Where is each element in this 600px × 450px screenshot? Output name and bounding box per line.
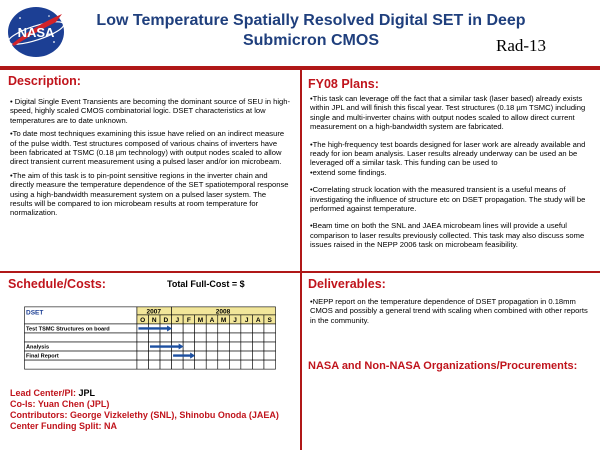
gantt-month-label: J (175, 316, 180, 324)
gantt-grid-cell (137, 342, 149, 351)
gantt-label-cell (25, 333, 137, 342)
gantt-month-label: M (197, 316, 204, 324)
gantt-svg (24, 304, 276, 372)
gantt-grid-cell (195, 342, 207, 351)
gantt-grid-cell (206, 351, 218, 360)
gantt-grid-cell (148, 360, 160, 369)
gantt-grid-cell (252, 333, 264, 342)
gantt-grid-cell (252, 360, 264, 369)
plans-paragraph: •The high-frequency test boards designed for laser work are already available and ready for ion beam analysis. Laser results already underway can be used an be leveraged off a similar task. This funding can be used to (310, 139, 586, 168)
plans-body (310, 94, 594, 254)
gantt-grid-cell (172, 333, 184, 342)
gantt-grid-cell (264, 342, 276, 351)
gantt-grid-cell (241, 351, 253, 360)
plans-paragraph: •extend some findings. (310, 167, 387, 177)
gantt-grid-cell (206, 333, 218, 342)
gantt-task-label: Test TSMC Structures on board (26, 326, 110, 333)
description-paragraph: •The aim of this task is to pin-point sensitive regions in the inverter chain and directly measure the temperature dependence of the SET spatiotemporal response using a high-bandwidth measurement system on a pulsed laser system. The results will be compared to ion microbeam results at room temperature for normalization. (10, 170, 289, 218)
schedule-heading: Schedule/Costs: (8, 277, 106, 291)
description-paragraph: •To date most techniques examining this issue have relied on an indirect measure of the pulse width. Test structures composed of various chains of inverters have been fabricated at TSMC (0.18 µm technology) with output nodes scaled to allow direct transient current measurement using a pulsed laser and/or ion microbeam. (10, 129, 285, 167)
gantt-grid-cell (160, 351, 172, 360)
gantt-grid-cell (264, 351, 276, 360)
gantt-grid-cell (183, 324, 195, 333)
gantt-year-label: 2008 (215, 308, 231, 316)
gantt-month-label: S (267, 316, 272, 324)
rad-tag: Rad-13 (496, 36, 547, 55)
plans-paragraph: •This task can leverage off the fact that a similar task (laser based) already exists within JPL and will finish this fiscal year. Test structures (0.18 µm TSMC) including single and multi-inverter chains with output nodes scaled to allow direct current measurement on a high-bandwidth system are fabricated. (310, 94, 586, 132)
gantt-month-label: J (244, 316, 249, 324)
gantt-grid-cell (183, 342, 195, 351)
deliverables-heading: Deliverables: (308, 277, 386, 291)
gantt-grid-cell (264, 360, 276, 369)
gantt-grid-cell (229, 324, 241, 333)
gantt-month-label: A (255, 316, 261, 324)
right-row-divider (302, 271, 600, 273)
lead-center-value: JPL (78, 388, 96, 398)
gantt-grid-cell (148, 351, 160, 360)
gantt-grid-cell (160, 360, 172, 369)
gantt-grid-cell (241, 360, 253, 369)
gantt-month-label: F (186, 316, 191, 324)
gantt-grid-cell (218, 360, 230, 369)
contributors: Contributors: George Vizkelethy (SNL), Shinobu Onoda (JAEA) (10, 410, 279, 420)
nasa-logo (4, 4, 68, 60)
gantt-grid-cell (137, 351, 149, 360)
gantt-grid-cell (218, 351, 230, 360)
gantt-grid-cell (264, 333, 276, 342)
column-divider (300, 70, 302, 450)
gantt-grid-cell (229, 342, 241, 351)
gantt-grid-cell (218, 333, 230, 342)
gantt-grid-cell (137, 360, 149, 369)
gantt-grid-cell (206, 342, 218, 351)
gantt-grid-cell (160, 333, 172, 342)
lead-info (10, 388, 290, 432)
gantt-grid-cell (229, 333, 241, 342)
plans-paragraph: •Beam time on both the SNL and JAEA microbeam lines will provide a useful comparison to laser results previously collected. This task may also discuss some issues raised in the NEPP 2006 task on microbeam feasibility. (310, 221, 585, 250)
plans-heading: FY08 Plans: (308, 77, 379, 91)
nasa-logo-text: NASA (17, 25, 55, 40)
co-investigators: Co-Is: Yuan Chen (JPL) (10, 399, 110, 409)
lead-center-label: Lead Center/PI: (10, 388, 77, 398)
gantt-grid-cell (183, 333, 195, 342)
description-paragraph: • Digital Single Event Transients are becoming the dominant source of SEU in high-speed, highly scaled CMOS combinatorial logic. DSET characteristics at low temperatures are to date unknown. (10, 97, 290, 125)
gantt-grid-cell (195, 351, 207, 360)
gantt-grid-cell (241, 342, 253, 351)
gantt-month-label: M (220, 316, 227, 324)
gantt-grid-cell (206, 360, 218, 369)
gantt-grid-cell (218, 342, 230, 351)
gantt-month-label: N (151, 316, 157, 324)
gantt-grid-cell (252, 342, 264, 351)
gantt-grid-cell (137, 333, 149, 342)
gantt-grid-cell (195, 324, 207, 333)
gantt-grid-cell (229, 351, 241, 360)
gantt-task-label: Final Report (26, 353, 59, 360)
plans-paragraph: •Correlating struck location with the measured transient is a useful means of investigating the influence of structure etc on DSET propagation. The study will be performed against temperature. (310, 185, 586, 214)
gantt-chart (24, 304, 276, 372)
description-heading: Description: (8, 74, 81, 88)
gantt-task-label: Analysis (26, 344, 50, 351)
gantt-month-label: J (233, 316, 237, 324)
funding-split: Center Funding Split: NA (10, 421, 117, 431)
gantt-grid-cell (229, 360, 241, 369)
gantt-task-col-header: DSET (26, 309, 44, 317)
lead-center-line (10, 388, 290, 399)
description-body (10, 97, 290, 222)
gantt-grid-cell (206, 324, 218, 333)
gantt-grid-cell (195, 360, 207, 369)
gantt-month-label: O (140, 316, 146, 324)
gantt-grid-cell (172, 360, 184, 369)
gantt-grid-cell (195, 333, 207, 342)
gantt-grid-cell (172, 324, 184, 333)
gantt-grid-cell (241, 333, 253, 342)
gantt-grid-cell (218, 324, 230, 333)
gantt-grid-cell (148, 333, 160, 342)
page-title: Low Temperature Spatially Resolved Digital SET in Deep Submicron CMOS (96, 12, 526, 49)
gantt-grid-cell (252, 351, 264, 360)
gantt-year-label: 2007 (146, 308, 162, 316)
gantt-grid-cell (252, 324, 264, 333)
gantt-month-label: A (209, 316, 215, 324)
gantt-month-label: D (163, 316, 169, 324)
left-row-divider (0, 271, 300, 273)
gantt-grid-cell (241, 324, 253, 333)
deliverables-body: •NEPP report on the temperature dependence of DSET propagation in 0.18mm CMOS and possibly a general trend with scaling when combined with other reports in the community. (310, 297, 588, 325)
orgs-heading: NASA and Non-NASA Organizations/Procurements: (308, 360, 578, 372)
total-cost: Total Full-Cost = $ (167, 279, 245, 289)
gantt-grid-cell (264, 324, 276, 333)
gantt-label-cell (25, 360, 137, 369)
gantt-grid-cell (183, 360, 195, 369)
